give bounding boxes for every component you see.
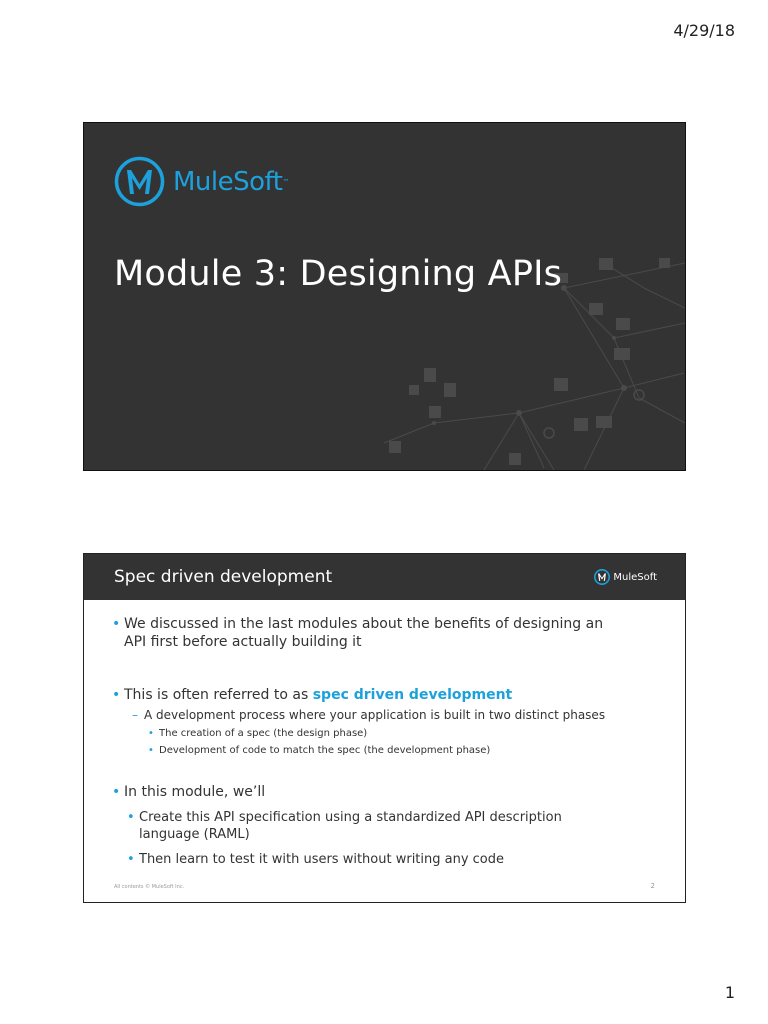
mulesoft-logo: MuleSoft ™	[114, 156, 289, 207]
sub-sub-bullet-item: • The creation of a spec (the design phase)	[148, 727, 367, 741]
title-slide	[83, 122, 686, 471]
page-number: 1	[724, 983, 735, 1002]
bullet-line: We discussed in the last modules about the benefits of designing an	[124, 616, 604, 632]
mulesoft-m-icon	[114, 156, 165, 207]
bullet-item	[112, 686, 664, 704]
sub-bullet-item: – A development process where your application is built in two distinct phases	[132, 707, 605, 723]
bullet-item: • In this module, we’ll	[112, 783, 664, 801]
slide-header	[84, 554, 685, 600]
slide-title: Module 3: Designing APIs	[114, 254, 563, 294]
slide-heading: Spec driven development	[114, 567, 333, 587]
bullet-line: API first before actually building it	[124, 634, 362, 650]
bullet-line: Create this API specification using a standardized API description	[139, 810, 562, 825]
sub-bullet-item	[127, 809, 639, 843]
slide-copyright: All contents © MuleSoft Inc.	[114, 884, 185, 890]
highlight-text: spec driven development	[312, 687, 513, 703]
mulesoft-m-icon	[594, 569, 610, 585]
bullet-text: This is often referred to as	[124, 687, 313, 703]
slide-body	[84, 600, 685, 902]
sub-sub-bullet-item: • Development of code to match the spec (the development phase)	[148, 744, 490, 758]
bullet-item	[112, 615, 664, 651]
date-header: 4/29/18	[673, 21, 735, 40]
sub-bullet-item: • Then learn to test it with users without writing any code	[127, 851, 639, 868]
slide-number: 2	[650, 882, 655, 890]
mulesoft-logo-text: MuleSoft	[173, 166, 283, 197]
bullet-line: language (RAML)	[139, 827, 250, 842]
mulesoft-logo-small	[594, 569, 657, 585]
content-slide	[83, 553, 686, 903]
mulesoft-logo-text-small: MuleSoft	[613, 571, 657, 583]
